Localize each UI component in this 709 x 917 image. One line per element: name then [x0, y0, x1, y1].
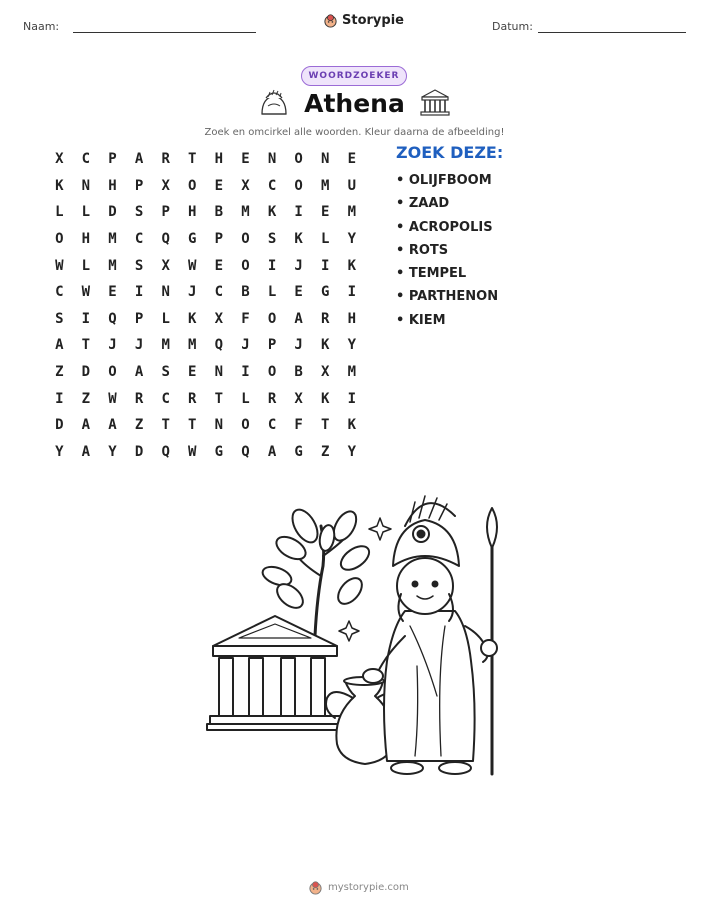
grid-letter[interactable]: J [108, 337, 117, 354]
grid-letter[interactable]: Z [81, 390, 91, 407]
grid-letter[interactable]: K [347, 257, 357, 274]
grid-letter[interactable]: O [241, 417, 250, 434]
grid-letter[interactable]: E [294, 284, 303, 301]
grid-letter[interactable]: O [294, 151, 303, 168]
grid-letter[interactable]: E [241, 151, 250, 168]
grid-letter[interactable]: M [108, 231, 117, 248]
grid-letter[interactable]: R [321, 310, 330, 327]
grid-letter[interactable]: G [321, 284, 330, 301]
grid-letter[interactable]: L [267, 284, 277, 301]
grid-letter[interactable]: N [161, 284, 170, 301]
grid-letter[interactable]: J [294, 257, 303, 274]
grid-letter[interactable]: S [267, 231, 277, 248]
grid-letter[interactable]: N [214, 417, 224, 434]
athena-coloring-illustration [205, 486, 515, 781]
grid-letter[interactable]: O [55, 231, 64, 248]
grid-letter[interactable]: O [108, 364, 117, 381]
grid-letter[interactable]: F [241, 310, 250, 327]
grid-letter[interactable]: M [347, 204, 357, 221]
grid-letter[interactable]: Y [347, 337, 357, 354]
grid-letter[interactable]: P [267, 337, 277, 354]
grid-letter[interactable]: P [214, 231, 224, 248]
helmet-icon [258, 88, 290, 118]
grid-letter[interactable]: S [55, 310, 64, 327]
grid-letter[interactable]: T [188, 151, 197, 168]
date-field-line[interactable] [538, 32, 686, 33]
grid-letter[interactable]: T [161, 417, 170, 434]
title-row [0, 88, 709, 118]
grid-letter[interactable]: U [347, 177, 357, 194]
grid-letter[interactable]: G [294, 443, 303, 460]
brand [323, 13, 404, 28]
grid-letter[interactable]: Z [321, 443, 330, 460]
grid-letter[interactable]: S [134, 204, 144, 221]
name-field-line[interactable] [73, 32, 256, 33]
grid-letter[interactable]: H [108, 177, 117, 194]
brand-name: Storypie [342, 13, 404, 28]
grid-letter[interactable]: Y [347, 231, 357, 248]
grid-letter[interactable]: L [81, 204, 91, 221]
name-label: Naam: [23, 20, 60, 33]
grid-letter[interactable]: K [321, 390, 330, 407]
grid-letter[interactable]: A [294, 310, 303, 327]
grid-letter[interactable]: M [241, 204, 250, 221]
grid-letter[interactable]: Z [134, 417, 144, 434]
grid-letter[interactable]: N [267, 151, 277, 168]
grid-letter[interactable]: P [108, 151, 117, 168]
grid-letter[interactable]: O [294, 177, 303, 194]
grid-letter[interactable]: W [188, 257, 197, 274]
grid-letter[interactable]: J [241, 337, 250, 354]
grid-letter[interactable]: A [81, 443, 91, 460]
grid-letter[interactable]: L [241, 390, 250, 407]
grid-letter[interactable]: Q [108, 310, 117, 327]
grid-letter[interactable]: M [347, 364, 357, 381]
grid-letter[interactable]: Q [161, 231, 170, 248]
word-item: • OLIJFBOOM [396, 173, 492, 188]
grid-letter[interactable]: C [267, 417, 277, 434]
grid-letter[interactable]: S [134, 257, 144, 274]
grid-letter[interactable]: D [134, 443, 144, 460]
grid-letter[interactable]: C [214, 284, 224, 301]
grid-letter[interactable]: D [55, 417, 64, 434]
letter-grid [46, 146, 365, 465]
grid-letter[interactable]: A [55, 337, 64, 354]
grid-letter[interactable]: M [108, 257, 117, 274]
grid-letter[interactable]: Y [347, 443, 357, 460]
storypie-logo-icon [308, 880, 323, 895]
grid-letter[interactable]: K [188, 310, 197, 327]
grid-letter[interactable]: L [161, 310, 170, 327]
grid-letter[interactable]: Q [214, 337, 224, 354]
grid-letter[interactable]: I [81, 310, 91, 327]
grid-letter[interactable]: W [55, 257, 64, 274]
grid-letter[interactable]: E [214, 257, 224, 274]
grid-letter[interactable]: X [161, 257, 170, 274]
grid-letter[interactable]: A [81, 417, 91, 434]
grid-letter[interactable]: X [321, 364, 330, 381]
grid-letter[interactable]: D [81, 364, 91, 381]
grid-letter[interactable]: O [188, 177, 197, 194]
grid-letter[interactable]: X [55, 151, 64, 168]
grid-letter[interactable]: K [267, 204, 277, 221]
grid-letter[interactable]: E [214, 177, 224, 194]
grid-letter[interactable]: R [267, 390, 277, 407]
grid-letter[interactable]: P [161, 204, 170, 221]
grid-letter[interactable]: O [241, 231, 250, 248]
word-item: • ACROPOLIS [396, 219, 493, 235]
grid-letter[interactable]: T [188, 417, 197, 434]
grid-letter[interactable]: Y [55, 443, 64, 460]
grid-letter[interactable]: I [294, 204, 303, 221]
grid-letter[interactable]: D [108, 204, 117, 221]
grid-letter[interactable]: I [134, 284, 144, 301]
grid-letter[interactable]: R [161, 151, 170, 168]
grid-letter[interactable]: G [188, 231, 197, 248]
grid-letter[interactable]: A [134, 364, 144, 381]
grid-letter[interactable]: L [321, 231, 330, 248]
grid-letter[interactable]: J [294, 337, 303, 354]
grid-letter[interactable]: C [161, 390, 170, 407]
word-item: • KIEM [396, 312, 446, 328]
grid-letter[interactable]: B [214, 204, 224, 221]
grid-letter[interactable]: I [347, 284, 357, 301]
temple-icon [419, 88, 451, 118]
grid-letter[interactable]: I [321, 257, 330, 274]
grid-letter[interactable]: C [81, 151, 91, 168]
grid-letter[interactable]: E [347, 151, 357, 168]
storypie-logo-icon [323, 13, 338, 28]
grid-letter[interactable]: Q [241, 443, 250, 460]
grid-letter[interactable]: A [108, 417, 117, 434]
grid-letter[interactable]: X [161, 177, 170, 194]
grid-letter[interactable]: R [134, 390, 144, 407]
grid-letter[interactable]: F [294, 417, 303, 434]
grid-letter[interactable]: E [108, 284, 117, 301]
grid-letter[interactable]: K [321, 337, 330, 354]
grid-letter[interactable]: N [81, 177, 91, 194]
grid-letter[interactable]: C [55, 284, 64, 301]
date-label: Datum: [492, 20, 533, 33]
grid-letter[interactable]: L [55, 204, 64, 221]
word-list-title: ZOEK DEZE: [396, 143, 504, 162]
grid-letter[interactable]: M [321, 177, 330, 194]
grid-letter[interactable]: C [134, 231, 144, 248]
grid-letter[interactable]: M [188, 337, 197, 354]
grid-letter[interactable]: N [214, 364, 224, 381]
word-item: • PARTHENON [396, 289, 499, 305]
grid-letter[interactable]: T [214, 390, 224, 407]
page-title: Athena [304, 88, 405, 118]
grid-letter[interactable]: K [55, 177, 64, 194]
grid-letter[interactable]: R [188, 390, 197, 407]
grid-letter[interactable]: H [214, 151, 224, 168]
grid-letter[interactable]: C [267, 177, 277, 194]
grid-letter[interactable]: G [214, 443, 224, 460]
grid-letter[interactable]: I [347, 390, 357, 407]
grid-letter[interactable]: J [188, 284, 197, 301]
grid-letter[interactable]: X [294, 390, 303, 407]
grid-letter[interactable]: I [267, 257, 277, 274]
grid-letter[interactable]: S [161, 364, 170, 381]
grid-letter[interactable]: N [321, 151, 330, 168]
grid-letter[interactable]: J [134, 337, 144, 354]
puzzle-type-badge: WOORDZOEKER [301, 66, 407, 86]
grid-letter[interactable]: H [81, 231, 91, 248]
grid-letter[interactable]: B [294, 364, 303, 381]
grid-letter[interactable]: O [267, 310, 277, 327]
instructions: Zoek en omcirkel alle woorden. Kleur daarna de afbeelding! [204, 127, 505, 138]
grid-letter[interactable]: O [267, 364, 277, 381]
grid-letter[interactable]: X [241, 177, 250, 194]
grid-letter[interactable]: I [55, 390, 64, 407]
grid-letter[interactable]: O [241, 257, 250, 274]
footer-url: mystorypie.com [328, 882, 409, 893]
grid-letter[interactable]: W [108, 390, 117, 407]
grid-letter[interactable]: A [134, 151, 144, 168]
grid-letter[interactable]: M [161, 337, 170, 354]
grid-letter[interactable]: A [267, 443, 277, 460]
word-item: • ZAAD [396, 196, 450, 212]
grid-letter[interactable]: L [81, 257, 91, 274]
grid-letter[interactable]: W [81, 284, 91, 301]
grid-letter[interactable]: H [347, 310, 357, 327]
grid-letter[interactable]: W [188, 443, 197, 460]
word-item: • ROTS [396, 242, 449, 258]
grid-letter[interactable]: P [134, 310, 144, 327]
grid-letter[interactable]: K [294, 231, 303, 248]
grid-letter[interactable]: T [81, 337, 91, 354]
word-item: • TEMPEL [396, 266, 467, 282]
grid-letter[interactable]: I [241, 364, 250, 381]
word-list [396, 171, 498, 334]
grid-letter[interactable]: X [214, 310, 224, 327]
grid-letter[interactable]: E [321, 204, 330, 221]
grid-letter[interactable]: P [134, 177, 144, 194]
grid-letter[interactable]: Y [108, 443, 117, 460]
grid-letter[interactable]: Q [161, 443, 170, 460]
grid-letter[interactable]: K [347, 417, 357, 434]
grid-letter[interactable]: T [321, 417, 330, 434]
grid-letter[interactable]: Z [55, 364, 64, 381]
grid-letter[interactable]: E [188, 364, 197, 381]
grid-letter[interactable]: H [188, 204, 197, 221]
footer [308, 880, 409, 895]
grid-letter[interactable]: B [241, 284, 250, 301]
